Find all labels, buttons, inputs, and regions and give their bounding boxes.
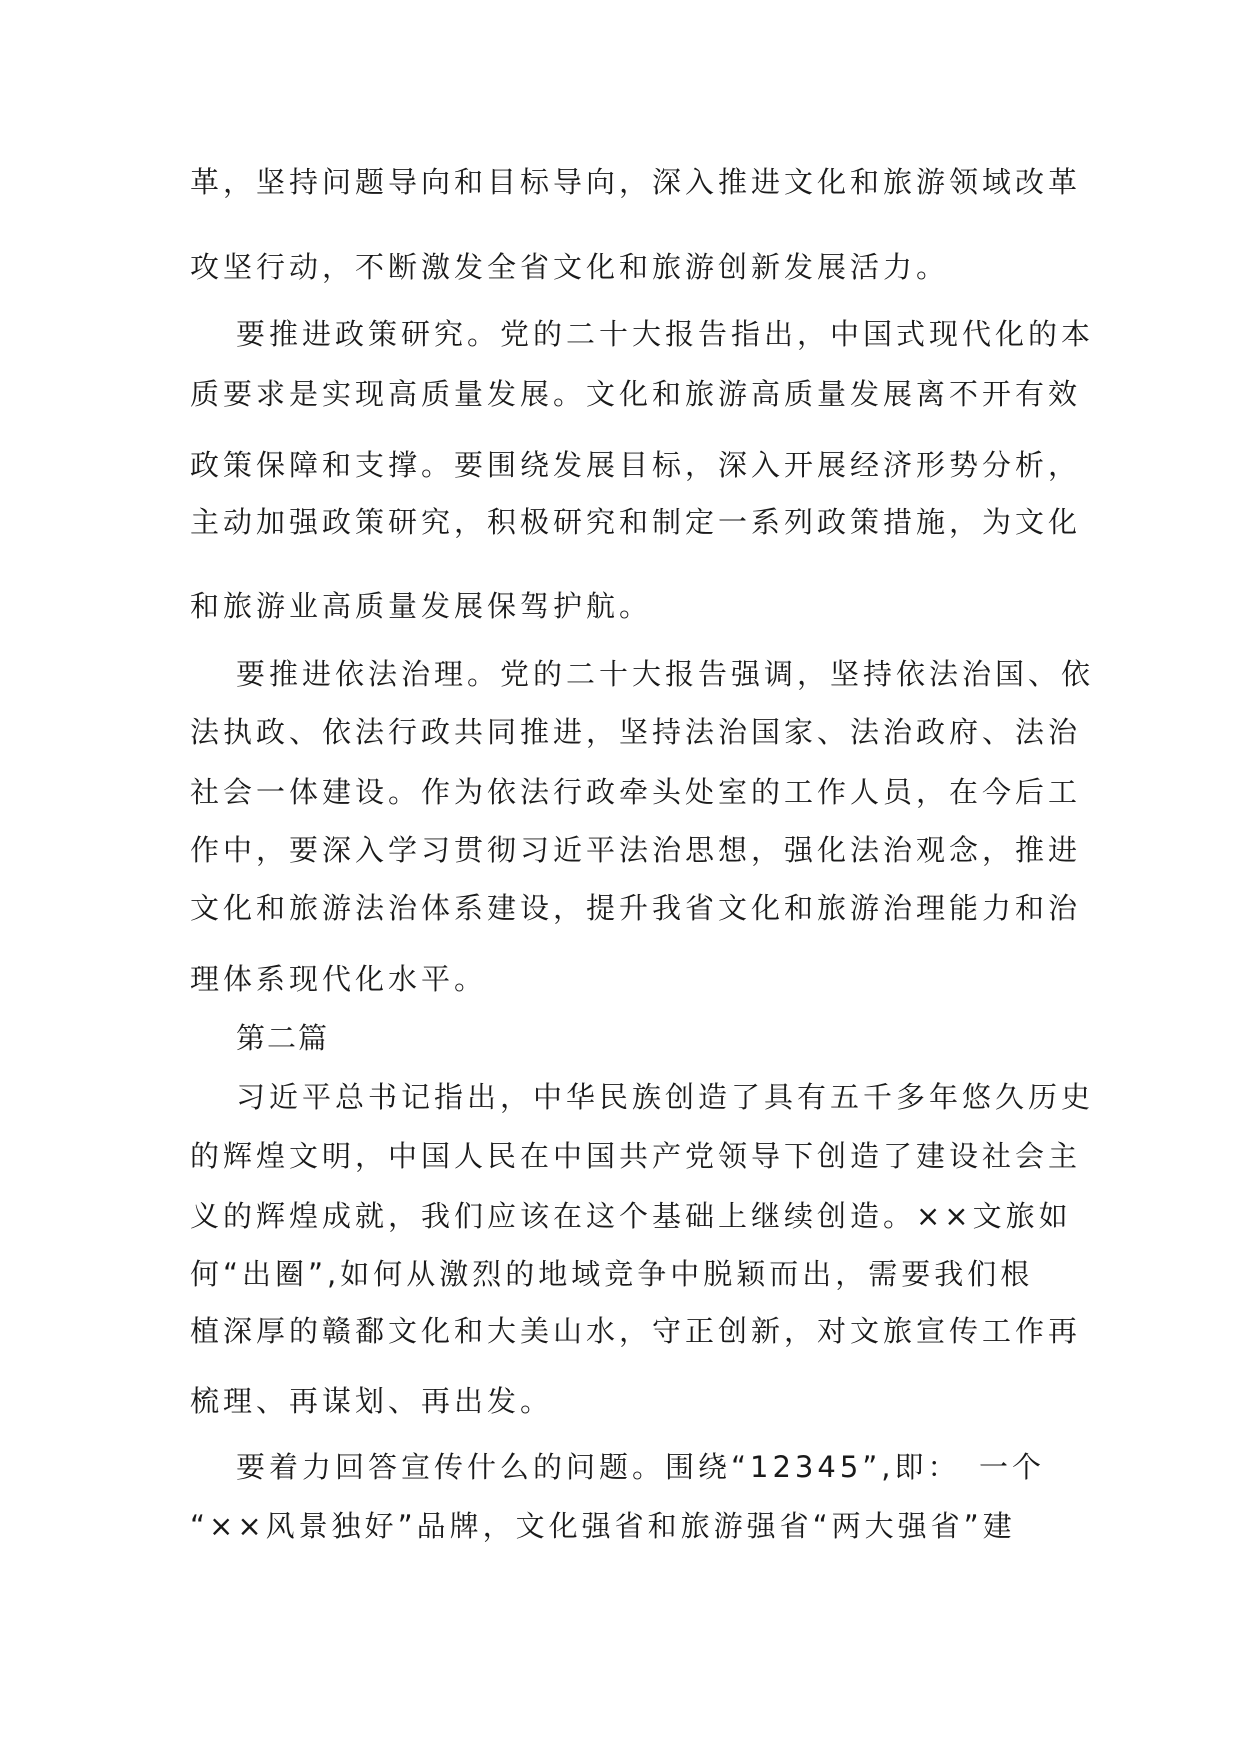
text-line: 和旅游业高质量发展保驾护航。 [190, 589, 653, 623]
text-line: 质要求是实现高质量发展。文化和旅游高质量发展离不开有效 [190, 377, 1082, 411]
text-line: 政策保障和支撑。要围绕发展目标，深入开展经济形势分析， [190, 448, 1082, 482]
text-line: 作中，要深入学习贯彻习近平法治思想，强化法治观念，推进 [190, 833, 1082, 867]
text-line: 法执政、依法行政共同推进，坚持法治国家、法治政府、法治 [190, 715, 1082, 749]
text-line: “××风景独好”品牌，文化强省和旅游强省“两大强省”建 [190, 1509, 1016, 1543]
text-line: 攻坚行动，不断激发全省文化和旅游创新发展活力。 [190, 250, 950, 284]
text-line: 理体系现代化水平。 [190, 962, 488, 996]
text-line: 梳理、再谋划、再出发。 [190, 1384, 554, 1418]
text-line: 社会一体建设。作为依法行政牵头处室的工作人员，在今后工 [190, 775, 1082, 809]
text-line: 要推进政策研究。党的二十大报告指出，中国式现代化的本 [236, 317, 1095, 351]
text-line: 主动加强政策研究，积极研究和制定一系列政策措施，为文化 [190, 505, 1082, 539]
text-line: 要着力回答宣传什么的问题。围绕“12345”,即： 一个 [236, 1450, 1046, 1484]
text-line: 要推进依法治理。党的二十大报告强调，坚持依法治国、依 [236, 657, 1095, 691]
text-line: 植深厚的赣鄱文化和大美山水，守正创新，对文旅宣传工作再 [190, 1314, 1082, 1348]
text-line: 文化和旅游法治体系建设，提升我省文化和旅游治理能力和治 [190, 891, 1082, 925]
section-heading: 第二篇 [236, 1021, 330, 1055]
text-line: 习近平总书记指出，中华民族创造了具有五千多年悠久历史 [236, 1080, 1095, 1114]
text-line: 何“出圈”,如何从激烈的地域竞争中脱颖而出，需要我们根 [190, 1257, 1034, 1291]
text-line: 义的辉煌成就，我们应该在这个基础上继续创造。××文旅如 [190, 1199, 1072, 1233]
text-line: 的辉煌文明，中国人民在中国共产党领导下创造了建设社会主 [190, 1139, 1082, 1173]
text-line: 革，坚持问题导向和目标导向，深入推进文化和旅游领域改革 [190, 165, 1082, 199]
